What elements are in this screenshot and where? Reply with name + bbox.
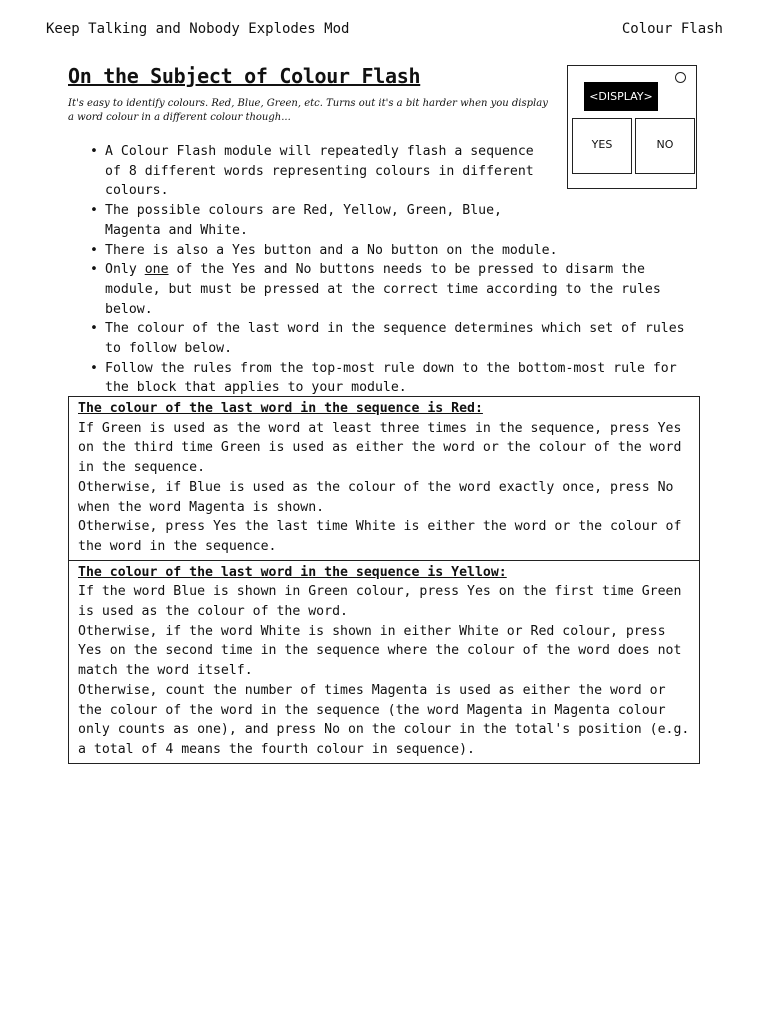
list-item-text: Only: [105, 262, 145, 278]
list-item: • There is also a Yes button and a No button on the module.: [105, 241, 705, 261]
status-led-icon: [675, 72, 686, 83]
module-no-button: NO: [635, 118, 695, 174]
rule-text: Otherwise, count the number of times Magenta is used as either the word or the colour of the word in the sequence (the word Magenta in Magenta colour only counts as one), and press No on the colour in the total's position (e.g. a total of 4 means the fourth colour in sequence).: [78, 682, 690, 757]
rule-text: If Green is used as the word at least three times in the sequence, press Yes on the third time Green is used as either the word or the colour of the word in the sequence.: [78, 420, 682, 476]
rule-block-yellow: [69, 560, 699, 763]
rule-block-title: The colour of the last word in the sequence is Yellow:: [78, 564, 507, 580]
list-item: • A Colour Flash module will repeatedly flash a sequence of 8 different words representing colours in different colours.: [105, 142, 545, 201]
emphasis-one: one: [144, 262, 169, 278]
header-module-name: Colour Flash: [621, 21, 723, 37]
module-yes-button: YES: [572, 118, 632, 174]
instruction-list: [105, 142, 705, 398]
rules-table: [68, 396, 700, 764]
list-item: • The possible colours are Red, Yellow, Green, Blue, Magenta and White.: [105, 201, 505, 240]
rule-text: Otherwise, press Yes the last time White is either the word or the colour of the word in the sequence.: [78, 519, 682, 554]
rule-block-red: [69, 397, 699, 560]
module-display: <DISPLAY>: [584, 82, 658, 111]
rule-block-title: The colour of the last word in the sequence is Red:: [78, 401, 483, 416]
rule-text: Otherwise, if the word White is shown in either White or Red colour, press Yes on the second time in the sequence where the colour of the word does not match the word itself.: [78, 623, 682, 679]
list-item: [105, 260, 705, 319]
rule-text: If the word Blue is shown in Green colour, press Yes on the first time Green is used as the colour of the word.: [78, 584, 682, 620]
flavor-text: It's easy to identify colours. Red, Blue, Green, etc. Turns out it's a bit harder when you display a word colour in a different colour though...: [68, 98, 548, 123]
header-mod-name: Keep Talking and Nobody Explodes Mod: [46, 21, 350, 37]
list-item-text: of the Yes and No buttons needs to be pressed to disarm the module, but must be pressed at the correct time according to the rules below.: [105, 262, 661, 317]
list-item: • Follow the rules from the top-most rule down to the bottom-most rule for the block that applies to your module.: [105, 359, 705, 398]
page-title: On the Subject of Colour Flash: [68, 64, 421, 88]
rule-text: Otherwise, if Blue is used as the colour of the word exactly once, press No when the word Magenta is shown.: [78, 479, 674, 515]
list-item: • The colour of the last word in the sequence determines which set of rules to follow below.: [105, 319, 705, 358]
